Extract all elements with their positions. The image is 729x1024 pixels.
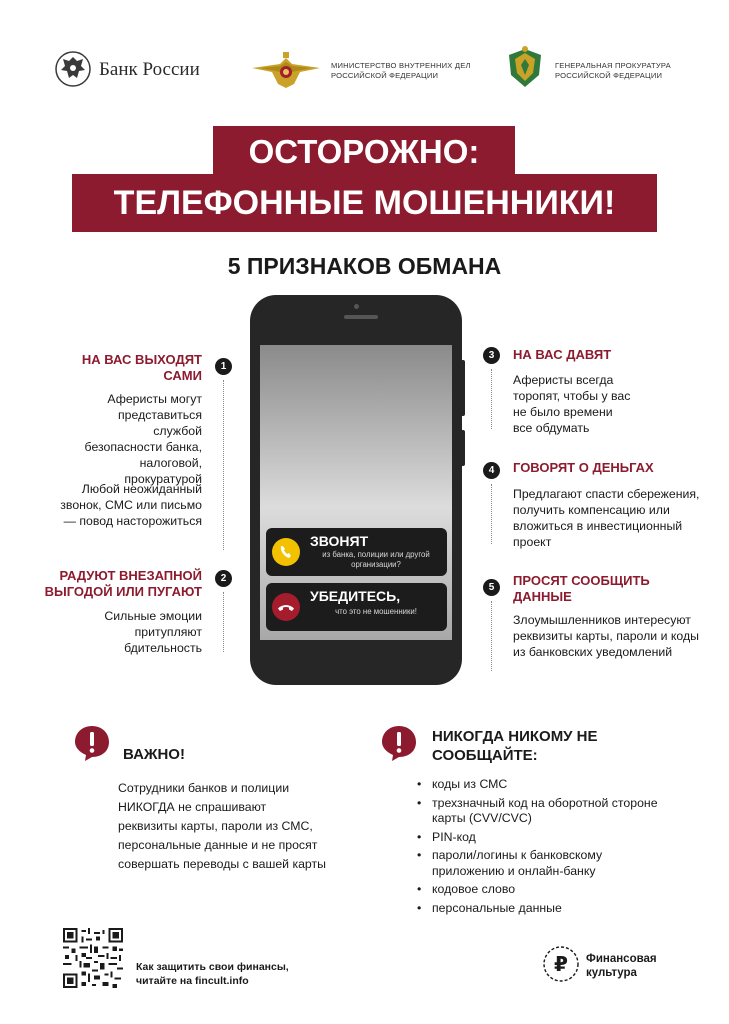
never-title: НИКОГДА НИКОМУ НЕ СООБЩАЙТЕ:	[432, 728, 598, 764]
dotted-divider	[223, 380, 224, 550]
sign-number-1: 1	[215, 358, 232, 375]
double-eagle-icon	[55, 50, 91, 88]
list-item: • персональные данные	[416, 901, 676, 917]
sign-3-title: НА ВАС ДАВЯТ	[513, 347, 612, 362]
list-item: • кодовое слово	[416, 882, 676, 898]
important-title: ВАЖНО!	[123, 746, 185, 763]
incoming-call-card	[266, 528, 447, 576]
sign-number-5: 5	[483, 579, 500, 596]
sign-number-4: 4	[483, 462, 500, 479]
mvd-name: МИНИСТЕРСТВО ВНУТРЕННИХ ДЕЛ РОССИЙСКОЙ ФЕДЕРАЦИИ	[331, 61, 471, 80]
sign-2-title: РАДУЮТ ВНЕЗАПНОЙ ВЫГОДОЙ ИЛИ ПУГАЮТ	[44, 568, 202, 599]
phone-side-button	[462, 360, 465, 416]
phone-speaker	[344, 315, 378, 319]
dotted-divider	[491, 369, 492, 429]
title-line-2: ТЕЛЕФОННЫЕ МОШЕННИКИ!	[72, 174, 657, 232]
dotted-divider	[491, 601, 492, 671]
call-title: УБЕДИТЕСЬ,	[310, 588, 401, 604]
call-subtitle: что это не мошенники!	[335, 607, 417, 616]
sign-3-text: Аферисты всегда торопят, чтобы у вас не было времени все обдумать	[513, 373, 631, 435]
sign-1-text: Аферисты могут представиться службой безопасности банка, налоговой, прокуратурой	[84, 392, 202, 486]
decline-call-icon	[272, 593, 300, 621]
list-item: • коды из СМС	[416, 777, 676, 793]
important-text: Сотрудники банков и полиции НИКОГДА не спрашивают реквизиты карты, пароли из СМС, персональные данные и не просят совершать переводы с вашей карты	[118, 781, 326, 871]
dotted-divider	[491, 484, 492, 544]
call-subtitle: из банка, полиции или другой организации?	[322, 550, 430, 569]
sign-1-note: Любой неожиданный звонок, СМС или письмо — повод насторожиться	[60, 482, 202, 528]
page-subtitle: 5 ПРИЗНАКОВ ОБМАНА	[227, 253, 502, 279]
prosecutor-name: ГЕНЕРАЛЬНАЯ ПРОКУРАТУРА РОССИЙСКОЙ ФЕДЕРАЦИИ	[555, 61, 671, 80]
sign-number-3: 3	[483, 347, 500, 364]
dotted-divider	[223, 592, 224, 652]
accept-call-icon	[272, 538, 300, 566]
phone-side-button	[462, 430, 465, 466]
sign-2-text: Сильные эмоции притупляют бдительность	[104, 609, 202, 655]
list-item: • трехзначный код на оборотной стороне карты (CVV/CVC)	[416, 796, 676, 827]
svg-text:₽: ₽	[554, 952, 568, 976]
list-item: • PIN-код	[416, 830, 676, 846]
warning-bubble-icon	[73, 724, 111, 762]
sign-4-text: Предлагают спасти сбережения, получить компенсацию или вложиться в инвестиционный проект	[513, 487, 700, 549]
mvd-emblem-icon	[250, 50, 322, 90]
prosecutor-emblem-icon	[505, 45, 545, 91]
footer-text: Как защитить свои финансы, читайте на fincult.info	[136, 961, 289, 987]
sign-1-title: НА ВАС ВЫХОДЯТ САМИ	[81, 352, 202, 383]
call-title: ЗВОНЯТ	[310, 533, 369, 549]
title-line-1: ОСТОРОЖНО:	[213, 126, 515, 178]
list-item: • пароли/логины к банковскому приложению и онлайн-банку	[416, 848, 676, 879]
warning-bubble-icon	[380, 724, 418, 762]
sign-4-title: ГОВОРЯТ О ДЕНЬГАХ	[513, 460, 654, 475]
verify-call-card	[266, 583, 447, 631]
phone-camera	[354, 304, 359, 309]
financial-culture-name: Финансовая культура	[586, 953, 657, 979]
never-list	[416, 777, 676, 919]
ruble-coin-icon	[541, 944, 581, 984]
logo-row	[0, 50, 729, 90]
bank-of-russia-name: Банк России	[99, 59, 200, 80]
sign-5-text: Злоумышленников интересуют реквизиты карты, пароли и коды из банковских уведомлений	[513, 613, 699, 659]
qr-code-icon[interactable]	[63, 928, 123, 988]
sign-5-title: ПРОСЯТ СООБЩИТЬ ДАННЫЕ	[513, 573, 650, 604]
sign-number-2: 2	[215, 570, 232, 587]
